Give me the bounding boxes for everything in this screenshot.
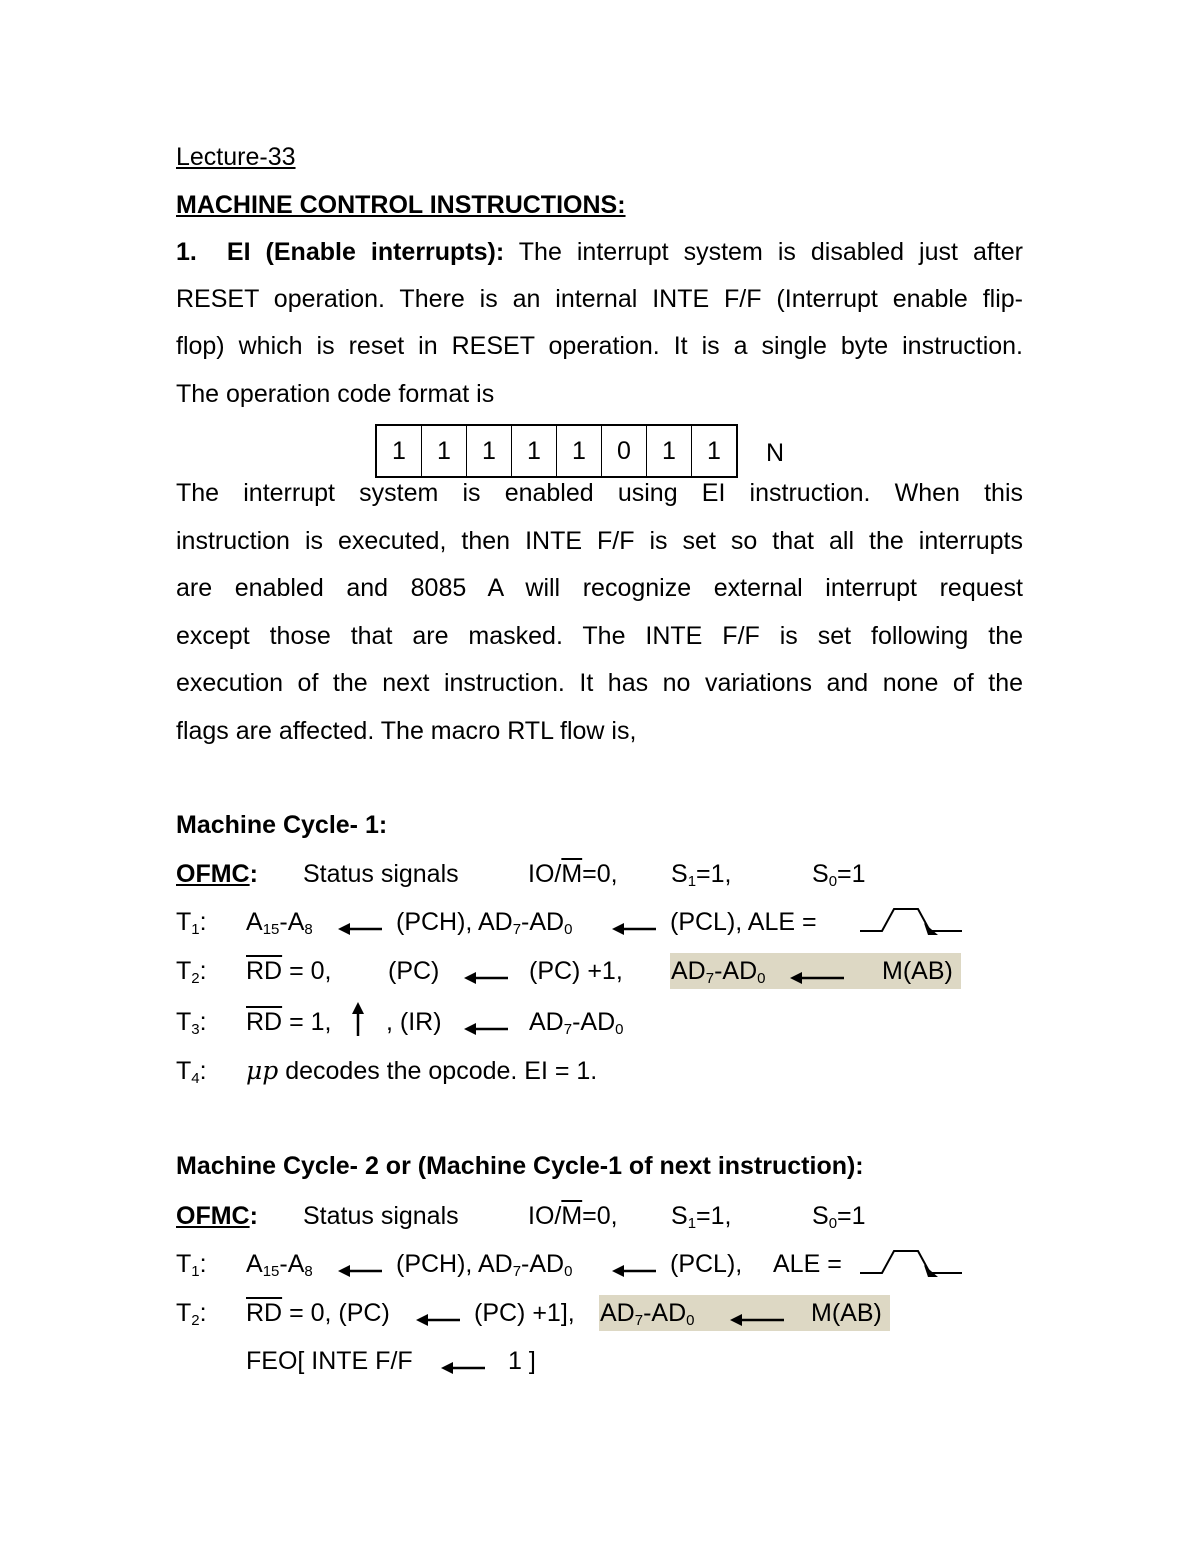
t4-description: decodes the opcode. EI = 1. bbox=[285, 1057, 598, 1085]
c1-t2-ad bbox=[671, 956, 765, 986]
ad-dash: -AD bbox=[572, 1008, 616, 1036]
opcode-format-table bbox=[375, 424, 738, 478]
left-arrow-icon bbox=[416, 1304, 462, 1334]
c2-t2-label: $T_2$: bbox=[176, 1299, 207, 1329]
c1-t3-ir: , (IR) bbox=[386, 1008, 442, 1036]
rd-value: = 0, bbox=[289, 957, 332, 985]
section-heading: MACHINE CONTROL INSTRUCTIONS: bbox=[176, 191, 626, 219]
left-arrow-icon bbox=[790, 962, 846, 992]
description-line: The interrupt system is enabled using EI instruction. When this bbox=[176, 479, 1023, 507]
c2-t1-address bbox=[246, 1249, 313, 1279]
ad0-sub: 0 bbox=[564, 921, 573, 938]
c1-t3-rd bbox=[246, 1007, 331, 1037]
a-label: A bbox=[246, 908, 263, 936]
t-label: T bbox=[176, 957, 192, 985]
cycle2-io-m bbox=[528, 1201, 618, 1231]
t-label: T bbox=[176, 1250, 192, 1278]
left-arrow-icon bbox=[612, 1255, 658, 1285]
description-last-line: flags are affected. The macro RTL flow is, bbox=[176, 717, 637, 745]
a15-sub: 15 bbox=[262, 1263, 280, 1280]
c2-t2-ad bbox=[600, 1298, 694, 1328]
opcode-suffix: N bbox=[766, 439, 785, 467]
lecture-title: Lecture-33 bbox=[176, 143, 296, 171]
cycle1-title: Machine Cycle- 1: bbox=[176, 811, 388, 839]
ad-label: AD bbox=[671, 957, 706, 985]
rd-value: = 0, (PC) bbox=[289, 1299, 390, 1327]
rd-value: = 1, bbox=[289, 1008, 332, 1036]
opcode-bit: 1 bbox=[377, 426, 422, 476]
ad7-sub: 7 bbox=[634, 1312, 644, 1329]
t-sub: 2 bbox=[191, 970, 200, 987]
opcode-bit: 0 bbox=[602, 426, 647, 476]
pch-text: (PCH), AD bbox=[396, 1250, 513, 1278]
ofmc-label: OFMC bbox=[176, 1202, 250, 1230]
c1-t2-label: $T_2$: bbox=[176, 957, 207, 987]
ofmc-colon: : bbox=[249, 860, 258, 888]
t-label: T bbox=[176, 1008, 192, 1036]
description-line: except those that are masked. The INTE F/F is set following the bbox=[176, 622, 1023, 650]
a-dash: -A bbox=[279, 908, 305, 936]
intro-line-1-text: The interrupt system is disabled just after bbox=[518, 238, 1023, 266]
up-arrow-icon bbox=[350, 1002, 366, 1045]
left-arrow-icon bbox=[338, 913, 384, 943]
ofmc-label: OFMC bbox=[176, 860, 250, 888]
a8-sub: 8 bbox=[304, 1263, 313, 1280]
ad-label: AD bbox=[529, 1008, 564, 1036]
a8-sub: 8 bbox=[304, 921, 313, 938]
ad-label: AD bbox=[600, 1299, 635, 1327]
item-number: 1. bbox=[176, 238, 197, 266]
s1-sub: 1 bbox=[687, 873, 697, 890]
c1-t1-pcl: (PCL), ALE = bbox=[670, 908, 817, 936]
ale-pulse-icon bbox=[858, 901, 964, 948]
t-sub: 1 bbox=[191, 1263, 200, 1280]
ad0-sub: 0 bbox=[686, 1312, 695, 1329]
c1-t3-label: $T_3$: bbox=[176, 1008, 207, 1038]
c2-t1-ale: ALE = bbox=[773, 1250, 842, 1278]
intro-line-2: RESET operation. There is an internal INTE F/F (Interrupt enable flip- bbox=[176, 285, 1023, 313]
c1-t4-label: $T_4$: bbox=[176, 1057, 207, 1087]
s0-label: S bbox=[812, 1202, 829, 1230]
rd-signal: $\overline{RD}$ bbox=[246, 1299, 283, 1327]
a15-sub: 15 bbox=[262, 921, 280, 938]
intro-line-4: The operation code format is bbox=[176, 380, 495, 408]
left-arrow-icon bbox=[464, 1013, 510, 1043]
c1-t3-ad bbox=[529, 1007, 623, 1037]
c1-t1-address bbox=[246, 907, 313, 937]
left-arrow-icon bbox=[464, 962, 510, 992]
ofmc-colon: : bbox=[249, 1202, 258, 1230]
c2-feo: FEO[ INTE F/F bbox=[246, 1347, 413, 1375]
c2-t2-pc1: (PC) +1], bbox=[474, 1299, 575, 1327]
cycle1-status-label: Status signals bbox=[303, 860, 459, 888]
rd-signal: $\overline{RD}$ bbox=[246, 957, 283, 985]
cycle1-s0 bbox=[812, 859, 866, 889]
s1-value: =1, bbox=[696, 860, 732, 888]
t-label: T bbox=[176, 1299, 192, 1327]
opcode-bit: 1 bbox=[512, 426, 557, 476]
left-arrow-icon bbox=[730, 1304, 786, 1334]
description-line: are enabled and 8085 A will recognize external interrupt request bbox=[176, 574, 1023, 602]
ad7-sub: 7 bbox=[705, 970, 715, 987]
s1-label: S bbox=[671, 860, 688, 888]
t-sub: 4 bbox=[191, 1070, 200, 1087]
s1-sub: 1 bbox=[687, 1215, 697, 1232]
intro-line-1 bbox=[176, 237, 1023, 267]
ad0-sub: 0 bbox=[615, 1021, 624, 1038]
a-label: A bbox=[246, 1250, 263, 1278]
c2-t1-pch bbox=[396, 1249, 572, 1279]
left-arrow-icon bbox=[441, 1352, 487, 1382]
c1-t4-text bbox=[246, 1056, 597, 1086]
c1-t2-pc: (PC) bbox=[388, 957, 440, 985]
item-term: EI (Enable interrupts): bbox=[226, 238, 505, 266]
s1-value: =1, bbox=[696, 1202, 732, 1230]
ale-pulse-icon bbox=[858, 1243, 964, 1290]
cycle2-ofmc bbox=[176, 1201, 258, 1231]
ad-dash: -AD bbox=[714, 957, 758, 985]
s1-label: S bbox=[671, 1202, 688, 1230]
s0-value: =1 bbox=[837, 1202, 866, 1230]
s0-value: =1 bbox=[837, 860, 866, 888]
ad7-sub: 7 bbox=[563, 1021, 573, 1038]
c1-t1-label: $T_1$: bbox=[176, 908, 207, 938]
c1-t2-mab: M(AB) bbox=[882, 957, 953, 985]
c2-feo-value: 1 ] bbox=[508, 1347, 536, 1375]
opcode-bit: 1 bbox=[467, 426, 512, 476]
ad0-sub: 0 bbox=[564, 1263, 573, 1280]
description-line: execution of the next instruction. It has no variations and none of the bbox=[176, 669, 1023, 697]
t-sub: 2 bbox=[191, 1312, 200, 1329]
ad7-sub: 7 bbox=[512, 1263, 522, 1280]
opcode-bit: 1 bbox=[707, 436, 721, 465]
io-m-text: $IO/\overline{M}=0$, bbox=[528, 860, 618, 888]
cycle1-io-m bbox=[528, 859, 618, 889]
ad7-sub: 7 bbox=[512, 921, 522, 938]
cycle2-s1 bbox=[671, 1201, 731, 1231]
c2-t2-mab: M(AB) bbox=[811, 1299, 882, 1327]
micro-p: μp bbox=[246, 1056, 279, 1085]
ad0-sub: 0 bbox=[757, 970, 766, 987]
a-dash: -A bbox=[279, 1250, 305, 1278]
c1-t2-rd bbox=[246, 956, 331, 986]
pch-text: (PCH), AD bbox=[396, 908, 513, 936]
c2-t1-pcl: (PCL), bbox=[670, 1250, 743, 1278]
left-arrow-icon bbox=[612, 913, 658, 943]
ad-dash: -AD bbox=[643, 1299, 687, 1327]
t-label: T bbox=[176, 908, 192, 936]
rd-signal: $\overline{RD}$ bbox=[246, 1008, 283, 1036]
c1-t1-pch bbox=[396, 907, 572, 937]
t-label: T bbox=[176, 1057, 192, 1085]
s0-label: S bbox=[812, 860, 829, 888]
opcode-bit: 1 bbox=[647, 426, 692, 476]
ad0-text: -AD bbox=[521, 1250, 565, 1278]
io-m-text: $IO/\overline{M}=0$, bbox=[528, 1202, 618, 1230]
t-sub: 3 bbox=[191, 1021, 200, 1038]
c2-t1-label: $T_1$: bbox=[176, 1250, 207, 1280]
cycle1-s1 bbox=[671, 859, 731, 889]
ad0-text: -AD bbox=[521, 908, 565, 936]
c1-t2-pc1: (PC) +1, bbox=[529, 957, 623, 985]
cycle2-title: Machine Cycle- 2 or (Machine Cycle-1 of next instruction): bbox=[176, 1152, 864, 1180]
s0-sub: 0 bbox=[828, 873, 838, 890]
cycle2-s0 bbox=[812, 1201, 866, 1231]
s0-sub: 0 bbox=[828, 1215, 838, 1232]
opcode-bit: 1 bbox=[422, 426, 467, 476]
left-arrow-icon bbox=[338, 1255, 384, 1285]
cycle1-ofmc bbox=[176, 859, 258, 889]
cycle2-status-label: Status signals bbox=[303, 1202, 459, 1230]
t-sub: 1 bbox=[191, 921, 200, 938]
description-line: instruction is executed, then INTE F/F is set so that all the interrupts bbox=[176, 527, 1023, 555]
intro-line-3: flop) which is reset in RESET operation. It is a single byte instruction. bbox=[176, 332, 1023, 360]
c2-t2-rd bbox=[246, 1298, 390, 1328]
opcode-bit: 1 bbox=[557, 426, 602, 476]
